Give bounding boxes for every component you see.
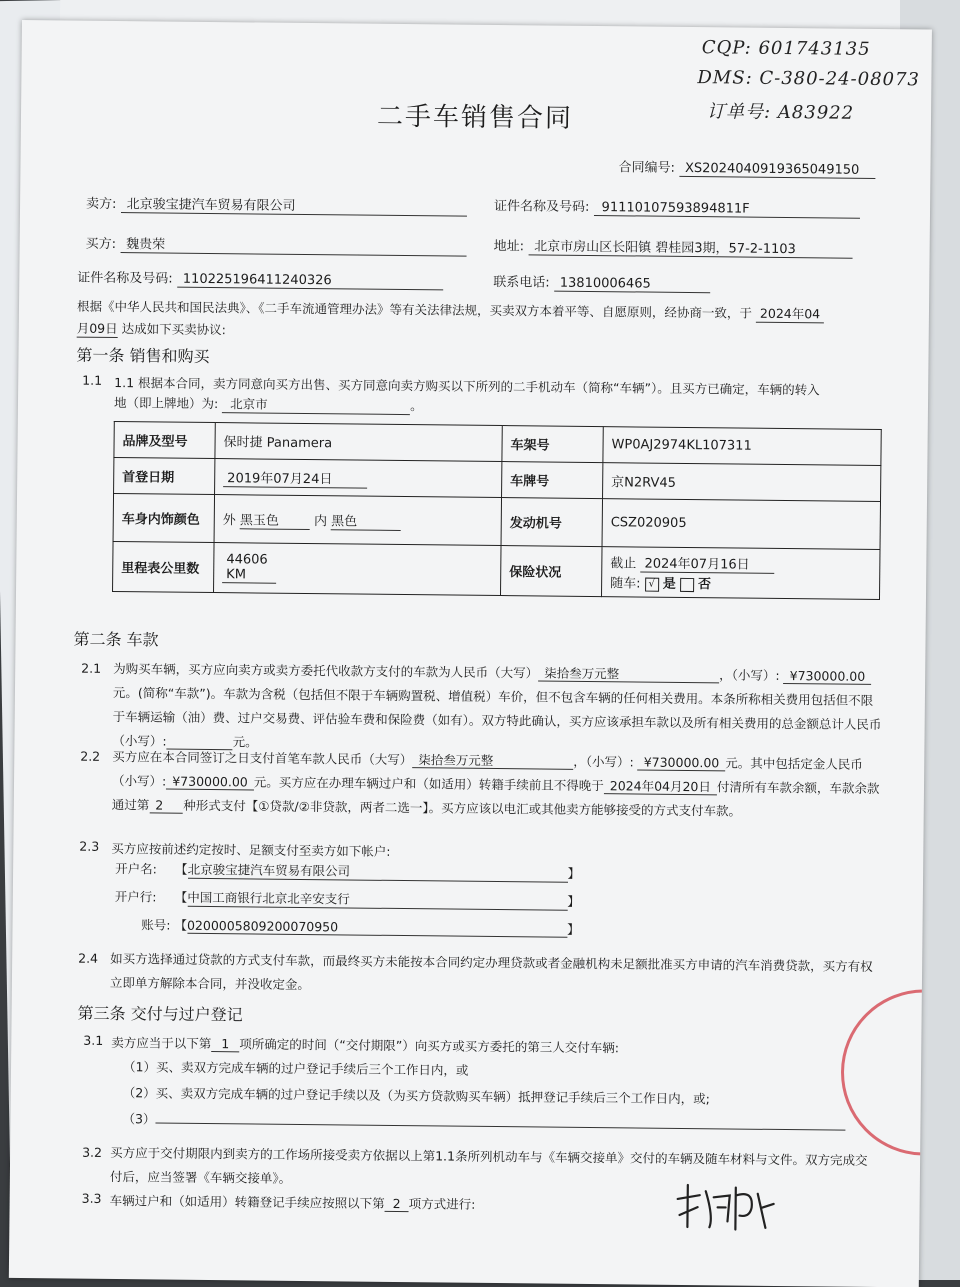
handwritten-order: 订单号: A83922 [706,101,855,124]
engine-value: CSZ020905 [602,499,880,550]
handwritten-dms: DMS: C-380-24-08073 [697,67,921,91]
article2-heading: 第二条 车款 [73,629,159,650]
vin-value: WP0AJ2974KL107311 [603,427,881,466]
article1-num: 1.1 [82,372,103,388]
contract-number: 合同编号: XS2024040919365049150 [618,156,875,179]
p22-text: 买方应在本合同签订之日支付首笔车款人民币（大写） 柒拾叁万元整 ，（小写）: ¥730000.00 元。其中包括定金人民币（小写）: ¥730000.00 元。买方应在办理车辆过户和（如适用）转籍手续前且不得晚于 2024年04月20日 付清所有车款余额，车款余款通过第 2 种形式支付【①贷款/②非贷款，两者二选一】。买方应该以电汇或其他卖方能够接受的方式支付车款。 [111,748,880,819]
buyer-id-row: 证件名称及号码: 110225196411240326 [77,267,443,291]
plate-value: 京N2RV45 [603,463,881,502]
insurance-cell: 截止 2024年07月16日 随车: √ 是 否 [601,547,880,600]
seller-row: 卖方: 北京骏宝捷汽车贸易有限公司 [86,193,467,217]
p31-text: 卖方应当于以下第 1 项所确定的时间（“交付期限”）向买方或买方委托的第三人交付车辆: [111,1034,620,1056]
phone-row: 联系电话: 13810006465 [493,271,710,293]
article1-heading: 第一条 销售和购买 [76,345,210,366]
p31-num: 3.1 [83,1032,104,1048]
insurance-yes-checkbox: √ [645,577,659,591]
handwritten-signature [669,1177,780,1238]
article1-text: 1.1 根据本合同，卖方同意向买方出售、买方同意向卖方购买以下所列的二手机动车（简称“车辆”）。且买方已确定，车辆的转入 [114,374,820,398]
color-cell: 外 黑玉色 内 黑色 [214,495,501,546]
table-row [113,493,880,549]
p24-num: 2.4 [78,950,99,966]
preamble: 根据《中华人民共和国民法典》、《二手车流通管理办法》等有关法律法规，买卖双方本着平等、自愿原则，经协商一致，于 2024年04 [77,297,824,324]
p23-num: 2.3 [79,838,100,854]
reg-date-label: 首登日期 [114,457,215,494]
handwritten-cqp: CQP: 601743135 [701,37,871,60]
p32-text: 买方应于交付期限内到卖方的工作场所接受卖方依据以上第1.1条所列机动车与《车辆交接单》交付的车辆及随车材料与文件。双方完成交付后，应当签署《车辆交接单》。 [109,1144,868,1186]
insurance-label: 保险状况 [500,546,602,597]
reg-date-cell: 2019年07月24日 [215,459,502,498]
vin-label: 车架号 [502,426,603,463]
p33-num: 3.3 [81,1190,102,1206]
p33-text: 车辆过户和（如适用）转籍登记手续应按照以下第 2 项方式进行: [109,1192,476,1212]
vehicle-table [112,421,882,600]
mileage-cell: 44606 KM [214,543,502,596]
option-2: （2）买、卖双方完成车辆的过户登记手续以及（为买方贷款购买车辆）抵押登记手续后三个工作日内，或; [122,1085,710,1107]
brand-value: 保时捷 Panamera [215,423,502,462]
engine-label: 发动机号 [501,498,602,547]
company-seal [840,989,932,1157]
color-label: 车身内饰颜色 [113,493,214,542]
p32-num: 3.2 [82,1144,103,1160]
p21-num: 2.1 [81,660,102,676]
account-name-row: 开户名: 【北京骏宝捷汽车贸易有限公司 】 [115,861,581,881]
p24-text: 如买方选择通过贷款的方式支付车款，而最终买方未能按本合同约定办理贷款或者金融机构未足额批准买方申请的汽车消费贷款，买方有权立即单方解除本合同，并没收定金。 [109,950,873,993]
p21-text: 为购买车辆，买方应向卖方或卖方委托代收款方支付的车款为人民币（大写） 柒拾叁万元整 ，（小写）: ¥730000.00元。(简称“车款”)。车款为含税（包括但不限于车辆购置税、增值税）车价，但不包含车辆的任何相关费用。本条所称相关费用包括但不限于车辆运输（油）费、过户交易费、评估验车费和保险费（如有）。双方特此确认，买方应该承担车款以及所有相关费用的总金额总计人民币（小写）: 元。 [112,660,882,750]
p22-num: 2.2 [80,748,101,764]
contract-page [9,20,932,1287]
brand-label: 品牌及型号 [114,421,215,458]
table-row [113,541,880,599]
mileage-label: 里程表公里数 [113,541,215,592]
address-row: 地址: 北京市房山区长阳镇 碧桂园3期，57-2-1103 [494,235,853,259]
account-number-row: 账号: 【0200005809200070950 】 [141,917,580,937]
insurance-no-checkbox [680,577,694,591]
article3-heading: 第三条 交付与过户登记 [77,1003,243,1025]
preamble-tail: 月09日 达成如下买卖协议: [76,320,226,338]
seller-id-row: 证件名称及号码: 91110107593894811F [494,195,860,219]
bank-row: 开户行: 【中国工商银行北京北辛安支行 】 [114,889,580,909]
option-3: （3） [122,1109,845,1135]
article1-location: 地（即上牌地）为: 北京市 。 [113,394,423,414]
plate-label: 车牌号 [502,462,603,499]
page-title: 二手车销售合同 [376,101,574,134]
p23-text: 买方应按前述约定按时、足额支付至卖方如下帐户: [111,840,391,859]
buyer-row: 买方: 魏贵荣 [86,233,467,257]
option-1: （1）买、卖双方完成车辆的过户登记手续后三个工作日内，或 [122,1059,469,1078]
